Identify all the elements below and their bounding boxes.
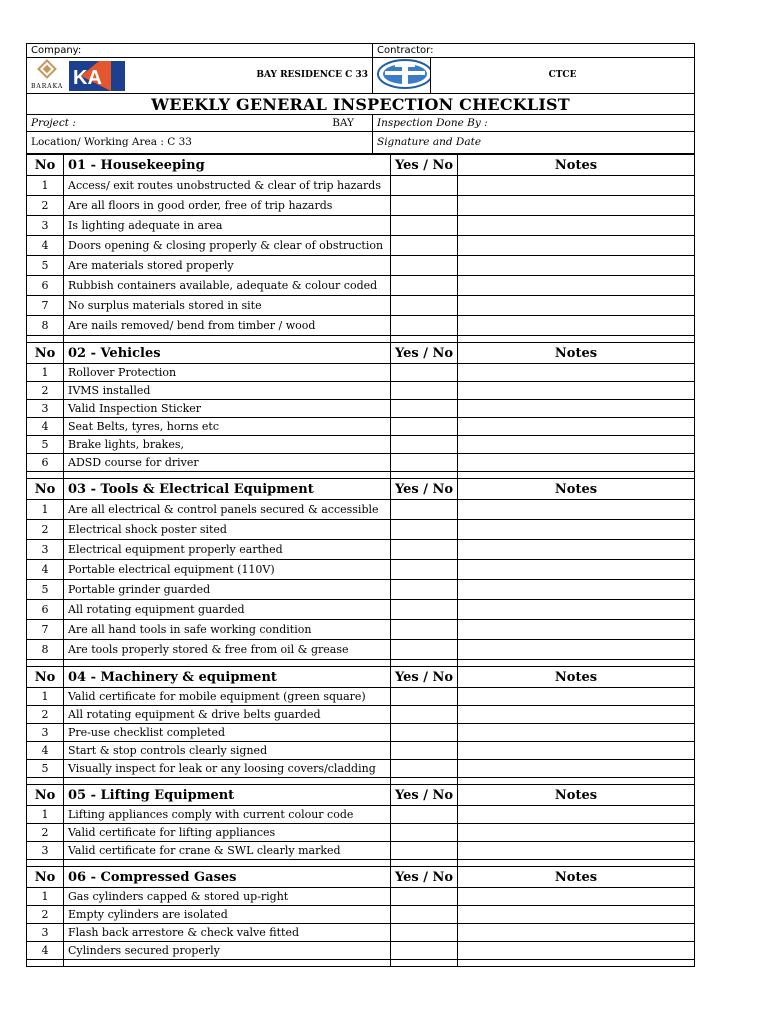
col-no-header: No [27, 155, 64, 176]
item-text: Flash back arrestore & check valve fitted [64, 924, 391, 942]
baraka-text: BARAKA [31, 83, 64, 90]
checklist-row [27, 842, 695, 860]
notes-cell[interactable] [458, 540, 695, 560]
item-text: Electrical equipment properly earthed [64, 540, 391, 560]
notes-cell[interactable] [458, 436, 695, 454]
yes-no-cell[interactable] [391, 906, 458, 924]
item-text: Are all hand tools in safe working condition [64, 620, 391, 640]
checklist-row [27, 560, 695, 580]
item-text: Doors opening & closing properly & clear of obstruction [64, 236, 391, 256]
item-text: Valid certificate for mobile equipment (green square) [64, 688, 391, 706]
page-title: WEEKLY GENERAL INSPECTION CHECKLIST [27, 94, 695, 115]
yes-no-cell[interactable] [391, 824, 458, 842]
section-spacer [27, 472, 695, 479]
item-number: 7 [27, 620, 64, 640]
item-number: 3 [27, 842, 64, 860]
yes-no-cell[interactable] [391, 364, 458, 382]
col-no-header: No [27, 479, 64, 500]
checklist-row [27, 400, 695, 418]
item-number: 4 [27, 236, 64, 256]
item-number: 6 [27, 600, 64, 620]
checklist-row [27, 742, 695, 760]
item-number: 6 [27, 276, 64, 296]
item-text: All rotating equipment & drive belts guarded [64, 706, 391, 724]
item-text: ADSD course for driver [64, 454, 391, 472]
checklist-row [27, 924, 695, 942]
contractor-label: Contractor: [373, 44, 695, 58]
checklist-row [27, 520, 695, 540]
yes-no-cell[interactable] [391, 400, 458, 418]
item-text: Rubbish containers available, adequate & colour coded [64, 276, 391, 296]
item-number: 1 [27, 176, 64, 196]
section-spacer [27, 778, 695, 785]
item-text: Are all electrical & control panels secured & accessible [64, 500, 391, 520]
location-label: Location/ Working Area : C 33 [27, 132, 373, 154]
company-label: Company: [27, 44, 373, 58]
notes-cell[interactable] [458, 454, 695, 472]
yes-no-cell[interactable] [391, 600, 458, 620]
section-spacer [27, 860, 695, 867]
checklist-row [27, 500, 695, 520]
section-header [27, 667, 695, 688]
yes-no-cell[interactable] [391, 620, 458, 640]
section-spacer [27, 960, 695, 967]
company-cell [27, 58, 373, 94]
yes-no-cell[interactable] [391, 580, 458, 600]
checklist-row [27, 216, 695, 236]
item-text: Are nails removed/ bend from timber / wood [64, 316, 391, 336]
item-number: 4 [27, 942, 64, 960]
yes-no-cell[interactable] [391, 760, 458, 778]
item-number: 8 [27, 316, 64, 336]
col-no-header: No [27, 343, 64, 364]
yes-no-cell[interactable] [391, 418, 458, 436]
col-notes-header: Notes [458, 667, 695, 688]
notes-cell[interactable] [458, 176, 695, 196]
yes-no-cell[interactable] [391, 842, 458, 860]
checklist-row [27, 806, 695, 824]
item-number: 3 [27, 216, 64, 236]
item-text: All rotating equipment guarded [64, 600, 391, 620]
yes-no-cell[interactable] [391, 540, 458, 560]
yes-no-cell[interactable] [391, 216, 458, 236]
notes-cell[interactable] [458, 806, 695, 824]
notes-cell[interactable] [458, 236, 695, 256]
item-text: Cylinders secured properly [64, 942, 391, 960]
item-text: Empty cylinders are isolated [64, 906, 391, 924]
yes-no-cell[interactable] [391, 454, 458, 472]
item-number: 3 [27, 540, 64, 560]
checklist-row [27, 256, 695, 276]
yes-no-cell[interactable] [391, 724, 458, 742]
col-yes-no-header: Yes / No [391, 867, 458, 888]
checklist-row [27, 824, 695, 842]
section-title: 02 - Vehicles [64, 343, 391, 364]
item-text: IVMS installed [64, 382, 391, 400]
notes-cell[interactable] [458, 742, 695, 760]
item-text: Valid certificate for crane & SWL clearly marked [64, 842, 391, 860]
notes-cell[interactable] [458, 216, 695, 236]
yes-no-cell[interactable] [391, 942, 458, 960]
col-notes-header: Notes [458, 155, 695, 176]
checklist-row [27, 724, 695, 742]
notes-cell[interactable] [458, 760, 695, 778]
item-text: Portable electrical equipment (110V) [64, 560, 391, 580]
checklist-row [27, 760, 695, 778]
notes-cell[interactable] [458, 824, 695, 842]
checklist-row [27, 640, 695, 660]
checklist-row [27, 600, 695, 620]
item-number: 2 [27, 382, 64, 400]
section-header [27, 479, 695, 500]
notes-cell[interactable] [458, 600, 695, 620]
yes-no-cell[interactable] [391, 296, 458, 316]
notes-cell[interactable] [458, 296, 695, 316]
section-header [27, 785, 695, 806]
checklist-row [27, 580, 695, 600]
item-text: Valid certificate for lifting appliances [64, 824, 391, 842]
notes-cell[interactable] [458, 276, 695, 296]
item-number: 2 [27, 196, 64, 216]
item-text: Visually inspect for leak or any loosing covers/cladding [64, 760, 391, 778]
yes-no-cell[interactable] [391, 806, 458, 824]
item-text: Pre-use checklist completed [64, 724, 391, 742]
project-label: Project : [31, 116, 76, 129]
baraka-logo [31, 58, 63, 93]
checklist-row [27, 942, 695, 960]
notes-cell[interactable] [458, 316, 695, 336]
notes-cell[interactable] [458, 688, 695, 706]
item-number: 1 [27, 806, 64, 824]
item-number: 4 [27, 560, 64, 580]
notes-cell[interactable] [458, 706, 695, 724]
contractor-name: CTCE [431, 58, 695, 94]
item-text: Is lighting adequate in area [64, 216, 391, 236]
item-number: 1 [27, 688, 64, 706]
ka-logo [69, 61, 125, 91]
yes-no-cell[interactable] [391, 236, 458, 256]
section-title: 01 - Housekeeping [64, 155, 391, 176]
col-notes-header: Notes [458, 867, 695, 888]
notes-cell[interactable] [458, 724, 695, 742]
yes-no-cell[interactable] [391, 640, 458, 660]
checklist-row [27, 382, 695, 400]
item-text: Electrical shock poster sited [64, 520, 391, 540]
item-number: 6 [27, 454, 64, 472]
notes-cell[interactable] [458, 382, 695, 400]
item-text: Portable grinder guarded [64, 580, 391, 600]
item-number: 4 [27, 742, 64, 760]
checklist-row [27, 176, 695, 196]
notes-cell[interactable] [458, 620, 695, 640]
notes-cell[interactable] [458, 906, 695, 924]
section-header [27, 867, 695, 888]
item-number: 8 [27, 640, 64, 660]
checklist-row [27, 316, 695, 336]
col-no-header: No [27, 785, 64, 806]
col-notes-header: Notes [458, 785, 695, 806]
notes-cell[interactable] [458, 924, 695, 942]
item-number: 1 [27, 888, 64, 906]
section-header [27, 343, 695, 364]
item-number: 2 [27, 824, 64, 842]
col-notes-header: Notes [458, 479, 695, 500]
project-value: BAY [332, 116, 354, 129]
notes-cell[interactable] [458, 196, 695, 216]
checklist-row [27, 418, 695, 436]
item-text: Rollover Protection [64, 364, 391, 382]
signature-label: Signature and Date [373, 132, 695, 154]
item-number: 2 [27, 520, 64, 540]
checklist-row [27, 276, 695, 296]
item-text: Access/ exit routes unobstructed & clear of trip hazards [64, 176, 391, 196]
item-number: 5 [27, 436, 64, 454]
item-number: 3 [27, 400, 64, 418]
notes-cell[interactable] [458, 580, 695, 600]
item-text: Lifting appliances comply with current colour code [64, 806, 391, 824]
yes-no-cell[interactable] [391, 436, 458, 454]
yes-no-cell[interactable] [391, 560, 458, 580]
item-text: Seat Belts, tyres, horns etc [64, 418, 391, 436]
yes-no-cell[interactable] [391, 316, 458, 336]
notes-cell[interactable] [458, 640, 695, 660]
item-number: 3 [27, 724, 64, 742]
section-spacer [27, 336, 695, 343]
notes-cell[interactable] [458, 560, 695, 580]
header-table [26, 43, 695, 154]
section-spacer [27, 660, 695, 667]
notes-cell[interactable] [458, 364, 695, 382]
col-notes-header: Notes [458, 343, 695, 364]
notes-cell[interactable] [458, 418, 695, 436]
checklist-row [27, 296, 695, 316]
section-header [27, 155, 695, 176]
item-number: 1 [27, 364, 64, 382]
item-number: 5 [27, 760, 64, 778]
notes-cell[interactable] [458, 942, 695, 960]
item-text: Are materials stored properly [64, 256, 391, 276]
notes-cell[interactable] [458, 842, 695, 860]
checklist-row [27, 906, 695, 924]
yes-no-cell[interactable] [391, 500, 458, 520]
yes-no-cell[interactable] [391, 176, 458, 196]
item-number: 7 [27, 296, 64, 316]
item-text: Valid Inspection Sticker [64, 400, 391, 418]
item-number: 5 [27, 256, 64, 276]
yes-no-cell[interactable] [391, 382, 458, 400]
item-text: Are all floors in good order, free of trip hazards [64, 196, 391, 216]
item-text: Brake lights, brakes, [64, 436, 391, 454]
section-title: 03 - Tools & Electrical Equipment [64, 479, 391, 500]
notes-cell[interactable] [458, 888, 695, 906]
checklist-row [27, 540, 695, 560]
yes-no-cell[interactable] [391, 706, 458, 724]
col-yes-no-header: Yes / No [391, 343, 458, 364]
yes-no-cell[interactable] [391, 520, 458, 540]
company-name: BAY RESIDENCE C 33 [256, 70, 368, 80]
notes-cell[interactable] [458, 520, 695, 540]
yes-no-cell[interactable] [391, 276, 458, 296]
col-yes-no-header: Yes / No [391, 667, 458, 688]
item-number: 4 [27, 418, 64, 436]
col-yes-no-header: Yes / No [391, 479, 458, 500]
item-text: Are tools properly stored & free from oil & grease [64, 640, 391, 660]
notes-cell[interactable] [458, 500, 695, 520]
notes-cell[interactable] [458, 400, 695, 418]
col-yes-no-header: Yes / No [391, 785, 458, 806]
item-number: 2 [27, 906, 64, 924]
yes-no-cell[interactable] [391, 256, 458, 276]
checklist-row [27, 888, 695, 906]
yes-no-cell[interactable] [391, 742, 458, 760]
yes-no-cell[interactable] [391, 924, 458, 942]
svg-text:KA: KA [73, 66, 103, 89]
checklist-table [26, 154, 695, 967]
yes-no-cell[interactable] [391, 888, 458, 906]
contractor-logo-cell [373, 58, 431, 94]
item-number: 1 [27, 500, 64, 520]
yes-no-cell[interactable] [391, 688, 458, 706]
ctce-logo [377, 59, 431, 89]
item-text: No surplus materials stored in site [64, 296, 391, 316]
item-text: Gas cylinders capped & stored up-right [64, 888, 391, 906]
checklist-row [27, 688, 695, 706]
checklist-row [27, 196, 695, 216]
yes-no-cell[interactable] [391, 196, 458, 216]
item-number: 3 [27, 924, 64, 942]
project-cell [27, 115, 373, 132]
section-title: 05 - Lifting Equipment [64, 785, 391, 806]
checklist-sheet [26, 43, 694, 967]
item-number: 2 [27, 706, 64, 724]
section-title: 06 - Compressed Gases [64, 867, 391, 888]
col-yes-no-header: Yes / No [391, 155, 458, 176]
checklist-row [27, 706, 695, 724]
checklist-row [27, 620, 695, 640]
checklist-row [27, 364, 695, 382]
item-text: Start & stop controls clearly signed [64, 742, 391, 760]
notes-cell[interactable] [458, 256, 695, 276]
checklist-row [27, 436, 695, 454]
company-logos [31, 58, 125, 93]
item-number: 5 [27, 580, 64, 600]
checklist-row [27, 454, 695, 472]
col-no-header: No [27, 867, 64, 888]
checklist-row [27, 236, 695, 256]
section-title: 04 - Machinery & equipment [64, 667, 391, 688]
inspection-done-by: Inspection Done By : [373, 115, 695, 132]
col-no-header: No [27, 667, 64, 688]
